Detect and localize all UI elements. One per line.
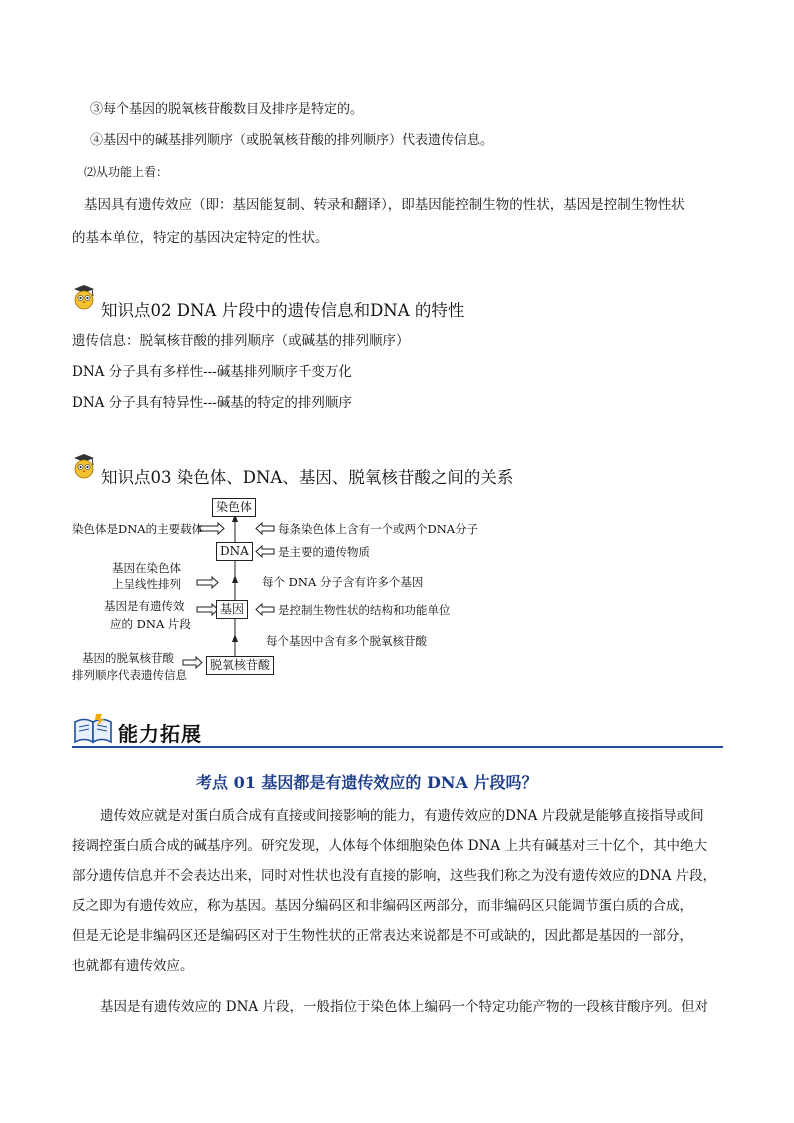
- paragraph-line: 部分遗传信息并不会表达出来，同时对性状也没有直接的影响，这些我们称之为没有遗传效应的DNA 片段，: [72, 868, 717, 884]
- box-gene: 基因: [216, 600, 248, 619]
- kp03-heading: 知识点03 染色体、DNA、基因、脱氧核苷酸之间的关系: [101, 468, 514, 487]
- left-label-1: 染色体是DNA的主要载体: [72, 522, 204, 536]
- function-line-2: 的基本单位，特定的基因决定特定的性状。: [72, 230, 329, 246]
- paragraph-line: 反之即为有遗传效应，称为基因。基因分编码区和非编码区两部分，而非编码区只能调节蛋白质的合成，: [72, 898, 693, 914]
- function-line-1: 基因具有遗传效应（即：基因能复制、转录和翻译），即基因能控制生物的性状，基因是控制生物性状: [84, 197, 685, 213]
- kp02-line-2: DNA 分子具有多样性---碱基排列顺序千变万化: [72, 364, 352, 380]
- left-label-2a: 基因在染色体: [112, 561, 181, 575]
- right-label-3: 每个 DNA 分子含有许多个基因: [262, 575, 424, 589]
- left-label-3a: 基因是有遗传效: [104, 599, 185, 613]
- paragraph-line: 接调控蛋白质合成的碱基序列。研究发现，人体每个体细胞染色体 DNA 上共有碱基对三十亿个，其中绝大: [72, 838, 707, 854]
- owl-graduate-icon: [70, 283, 98, 311]
- paragraph-line: 也就都有遗传效应。: [72, 958, 194, 974]
- relationship-diagram: [60, 490, 480, 690]
- hollow-arrow-icon: [256, 523, 274, 534]
- left-label-4b: 排列顺序代表遗传信息: [72, 668, 187, 682]
- open-book-icon: [72, 712, 114, 746]
- right-label-5: 每个基因中含有多个脱氧核苷酸: [266, 634, 427, 648]
- section-divider: [72, 746, 723, 748]
- left-label-3b: 应的 DNA 片段: [110, 617, 191, 631]
- paragraph-line: 但是无论是非编码区还是编码区对于生物性状的正常表达来说都是不可或缺的，因此都是基因的一部分，: [72, 928, 693, 944]
- kp02-line-1: 遗传信息：脱氧核苷酸的排列顺序（或碱基的排列顺序）: [72, 333, 410, 349]
- function-subtitle: ⑵从功能上看：: [84, 165, 169, 179]
- paragraph-line: 基因是有遗传效应的 DNA 片段，一般指位于染色体上编码一个特定功能产物的一段核苷酸序列。但对: [100, 999, 708, 1015]
- left-label-2b: 上呈线性排列: [112, 577, 181, 591]
- kp02-heading: 知识点02 DNA 片段中的遗传信息和DNA 的特性: [101, 301, 465, 320]
- right-label-4: 是控制生物性状的结构和功能单位: [278, 603, 451, 617]
- kp02-line-3: DNA 分子具有特异性---碱基的特定的排列顺序: [72, 395, 352, 411]
- owl-graduate-icon: [70, 452, 98, 480]
- right-label-2: 是主要的遗传物质: [278, 545, 370, 559]
- kaodian-title: 考点 01 基因都是有遗传效应的 DNA 片段吗？: [196, 773, 538, 792]
- box-nucleotide: 脱氧核苷酸: [206, 656, 274, 675]
- right-label-1: 每条染色体上含有一个或两个DNA分子: [278, 522, 479, 536]
- paragraph-line: 遗传效应就是对蛋白质合成有直接或间接影响的能力，有遗传效应的DNA 片段就是能够直接指导或间: [100, 808, 704, 824]
- box-chromosome: 染色体: [212, 498, 256, 517]
- section-title: 能力拓展: [118, 722, 202, 746]
- body-paragraph-1: [72, 801, 724, 981]
- intro-line-4: ④基因中的碱基排列顺序（或脱氧核苷酸的排列顺序）代表遗传信息。: [90, 133, 494, 148]
- body-paragraph-2: [72, 992, 724, 1022]
- box-dna: DNA: [216, 542, 253, 561]
- intro-line-3: ③每个基因的脱氧核苷酸数目及排序是特定的。: [90, 102, 364, 117]
- left-label-4a: 基因的脱氧核苷酸: [82, 651, 174, 665]
